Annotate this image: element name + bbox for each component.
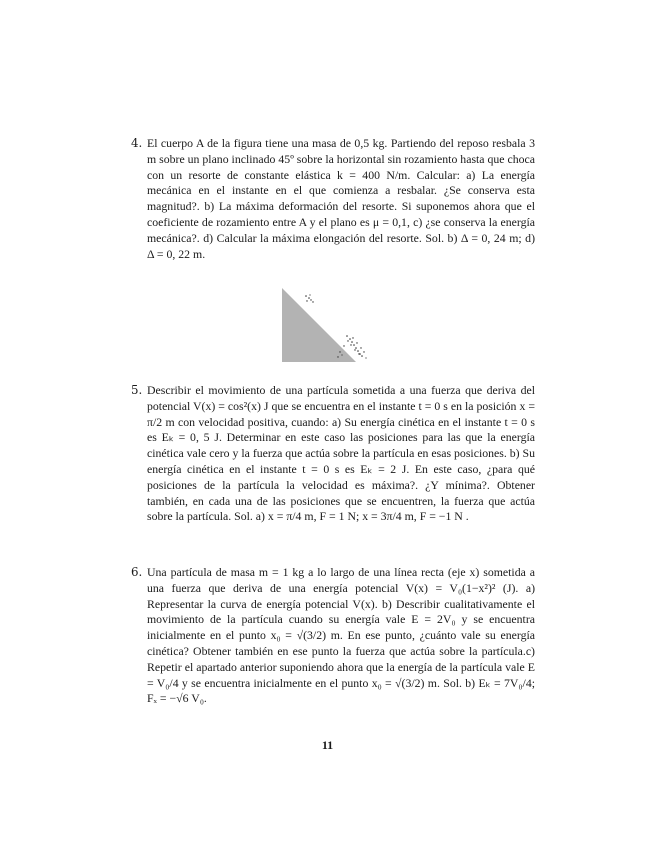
problem-6	[131, 565, 535, 707]
problem-5	[131, 383, 535, 525]
problem-text: El cuerpo A de la figura tiene una masa de 0,5 kg. Partiendo del reposo resbala 3 m sobre un plano inclinado 45º sobre la horizontal sin rozamiento hasta que choca con un resorte de constante elástica k = 400 N/m. Calcular: a) La energía mecánica en el instante en el que comienza a resbalar. ¿Se conserva esta magnitud?. b) La máxima deformación del resorte. Si suponemos ahora que el coeficiente de rozamiento entre A y el plano es μ = 0,1, c) ¿se conserva la energía mecánica?. d) Calcular la máxima elongación del resorte. Sol. b) Δ = 0, 24 m; d) Δ = 0, 22 m.	[147, 136, 535, 261]
spring-sketch	[337, 335, 366, 358]
problem-text: Describir el movimiento de una partícula sometida a una fuerza que deriva del potencial V(x) = cos²(x) J que se encuentra en el instante t = 0 s en la posición x = π/2 m con velocidad positiva, cuando: a) Su energía cinética en el instante t = 0 s es Eₖ = 0, 5 J. Determinar en este caso las posiciones para las que la energía cinética vale cero y la fuerza que actúa sobre la partícula en esas posiciones. b) Su energía cinética en el instante t = 0 s es Eₖ = 2 J. En este caso, ¿para qué posiciones de la partícula la velocidad es máxima?. ¿Y mínima?. Obtener también, en cada una de las posiciones que se encuentren, la fuerza que actúa sobre la partícula. Sol. a) x = π/4 m, F = 1 N; x = 3π/4 m, F = −1 N .	[147, 383, 535, 524]
inclined-plane	[282, 288, 356, 362]
block-a-sketch	[305, 294, 314, 302]
problem-number: 5.	[131, 383, 143, 397]
problem-number: 6.	[131, 565, 143, 579]
problem-text: Una partícula de masa m = 1 kg a lo largo de una línea recta (eje x) sometida a una fuerza que deriva de una energía potencial V(x) = V₀(1−x²)² (J). a) Representar la curva de energía potencial V(x). b) Describir cualitativamente el movimiento de la partícula cuando su energía vale E = 2V₀ y se encuentra inicialmente en el punto x₀ = √(3/2) m. En ese punto, ¿cuánto vale su energía cinética? Obtener también en ese punto la fuerza que actúa sobre la partícula.c) Repetir el apartado anterior suponiendo ahora que la energía de la partícula vale E = V₀/4 y se encuentra inicialmente en el punto x₀ = √(3/2) m. Sol. b) Eₖ = 7V₀/4; Fₓ = −√6 V₀.	[147, 565, 535, 706]
problem-4	[131, 136, 535, 262]
problem-number: 4.	[131, 136, 143, 150]
inclined-plane-figure	[282, 288, 372, 364]
page-number: 11	[321, 738, 334, 752]
